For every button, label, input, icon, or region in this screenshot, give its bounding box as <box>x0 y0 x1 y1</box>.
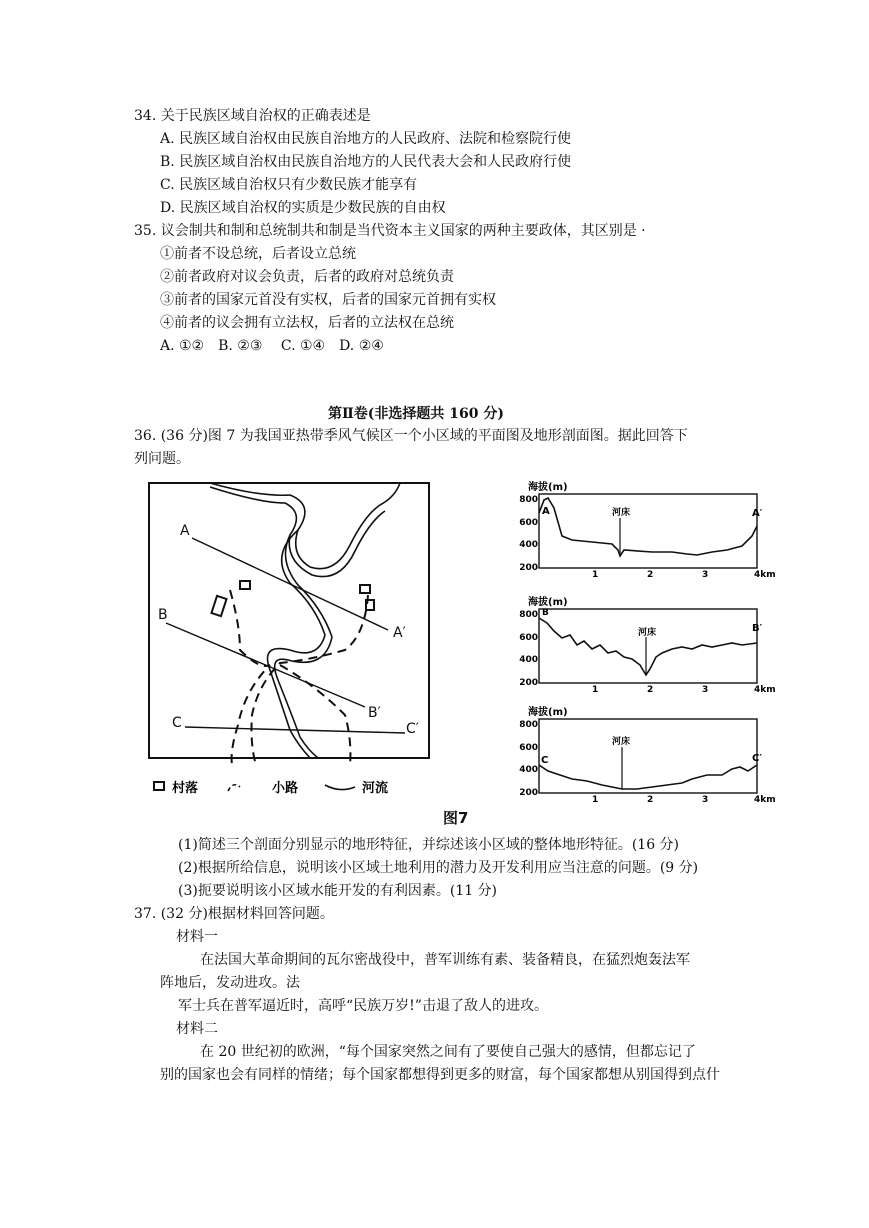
label-a-prime: A′ <box>393 625 406 641</box>
map-legend <box>154 780 388 796</box>
q35-item-1: ①前者不设总统，后者设立总统 <box>160 246 356 262</box>
profile-c-line <box>539 765 757 789</box>
ytick: 200 <box>519 788 538 798</box>
river-legend-icon <box>325 785 355 790</box>
xtick: 4km <box>754 795 776 805</box>
legend-path: 小路 <box>272 781 299 796</box>
xtick: 4km <box>754 685 776 695</box>
ytick: 400 <box>519 765 538 775</box>
profile-b <box>512 593 776 695</box>
profile-b-river: 河床 <box>638 628 657 638</box>
q34-option-d: D. 民族区域自治权的实质是少数民族的自由权 <box>160 200 446 216</box>
map-frame <box>149 483 429 758</box>
profile-c-end: C′ <box>752 753 762 764</box>
xtick: 3 <box>702 795 709 805</box>
profile-a <box>512 478 776 580</box>
ytick: 800 <box>519 720 538 730</box>
q34-stem: 34. 关于民族区域自治权的正确表述是 <box>134 108 371 124</box>
label-a: A <box>180 523 190 539</box>
ytick: 400 <box>519 540 538 550</box>
ytick: 800 <box>519 495 538 505</box>
q35-stem: 35. 议会制共和制和总统制共和制是当代资本主义国家的两种主要政体，其区别是 · <box>134 223 646 239</box>
village-icon <box>211 596 226 616</box>
ytick: 200 <box>519 678 538 688</box>
q35-item-2: ②前者政府对议会负责，后者的政府对总统负责 <box>160 269 454 285</box>
q34-option-a: A. 民族区域自治权由民族自治地方的人民政府、法院和检察院行使 <box>160 131 572 147</box>
profile-b-end: B′ <box>752 623 763 634</box>
q37-material1-line2: 阵地后，发动进攻。法 <box>160 975 300 991</box>
label-c-prime: C′ <box>406 721 419 737</box>
q34-option-b: B. 民族区域自治权由民族自治地方的人民代表大会和人民政府行使 <box>160 154 572 170</box>
profile-c-start: C <box>541 755 549 766</box>
q36-stem-line2: 列问题。 <box>134 451 190 467</box>
ytick: 200 <box>519 563 538 573</box>
village-icon <box>240 581 250 589</box>
path-legend-icon <box>228 785 240 791</box>
q35-choices: A. ①② B. ②③ C. ①④ D. ②④ <box>160 338 384 354</box>
label-b: B <box>158 607 168 623</box>
xtick: 1 <box>592 570 599 580</box>
paths <box>230 590 368 765</box>
section-title: 第Ⅱ卷(非选择题共 160 分) <box>328 406 505 422</box>
xtick: 4km <box>754 570 776 580</box>
profile-a-start: A <box>542 506 550 517</box>
q36-sub-2: (2)根据所给信息，说明该小区域土地利用的潜力及开发利用应当注意的问题。(9 分) <box>178 860 699 876</box>
profile-c-river: 河床 <box>612 737 631 747</box>
xtick: 2 <box>647 795 654 805</box>
q36-sub-3: (3)扼要说明该小区域水能开发的有利因素。(11 分) <box>178 883 498 899</box>
label-c: C <box>172 715 182 731</box>
ytick: 400 <box>519 655 538 665</box>
profile-a-line <box>539 498 757 556</box>
xtick: 2 <box>647 685 654 695</box>
xtick: 1 <box>592 795 599 805</box>
label-b-prime: B′ <box>368 705 381 721</box>
q35-item-4: ④前者的议会拥有立法权，后者的立法权在总统 <box>160 315 454 331</box>
q34-option-c: C. 民族区域自治权只有少数民族才能享有 <box>160 177 418 193</box>
q37-material2-title: 材料二 <box>176 1021 218 1037</box>
q35-item-3: ③前者的国家元首没有实权，后者的国家元首拥有实权 <box>160 292 496 308</box>
xtick: 2 <box>647 570 654 580</box>
profile-a-river: 河床 <box>612 508 631 518</box>
profile-lines <box>166 538 405 733</box>
q37-stem: 37. (32 分)根据材料回答问题。 <box>134 906 334 922</box>
profile-c-ylabel: 海拔(m) <box>528 707 568 718</box>
ytick: 600 <box>519 743 538 753</box>
legend-river: 河流 <box>362 781 389 796</box>
village-icon <box>360 585 370 593</box>
figure-caption: 图7 <box>443 809 469 827</box>
q37-material2-line1: 在 20 世纪初的欧洲，“每个国家突然之间有了要使自己强大的感情，但都忘记了 <box>200 1044 696 1060</box>
profile-a-ylabel: 海拔(m) <box>528 482 568 493</box>
xtick: 3 <box>702 570 709 580</box>
q37-material1-line3: 军士兵在普军逼近时，高呼“民族万岁!”击退了敌人的进攻。 <box>178 998 548 1014</box>
village-icon <box>154 782 164 790</box>
profile-b-line <box>539 618 757 675</box>
q37-material1-title: 材料一 <box>176 929 218 945</box>
q37-material1-line1: 在法国大革命期间的瓦尔密战役中，普军训练有素、装备精良，在猛烈炮轰法军 <box>200 952 690 968</box>
xtick: 3 <box>702 685 709 695</box>
ytick: 800 <box>519 610 538 620</box>
q36-stem-line1: 36. (36 分)图 7 为我国亚热带季风气候区一个小区域的平面图及地形剖面图。据此回答下 <box>134 428 688 444</box>
plan-map <box>140 475 470 805</box>
xtick: 1 <box>592 685 599 695</box>
profile-b-start: B <box>542 608 549 618</box>
ytick: 600 <box>519 518 538 528</box>
q36-sub-1: (1)简述三个剖面分别显示的地形特征，并综述该小区域的整体地形特征。(16 分) <box>178 837 680 853</box>
q37-material2-line2: 别的国家也会有同样的情绪；每个国家都想得到更多的财富，每个国家都想从别国得到点什 <box>160 1067 720 1083</box>
profile-b-ylabel: 海拔(m) <box>528 597 568 608</box>
legend-village: 村落 <box>172 781 199 796</box>
profile-c <box>512 703 776 805</box>
profile-a-end: A′ <box>752 508 763 519</box>
ytick: 600 <box>519 633 538 643</box>
